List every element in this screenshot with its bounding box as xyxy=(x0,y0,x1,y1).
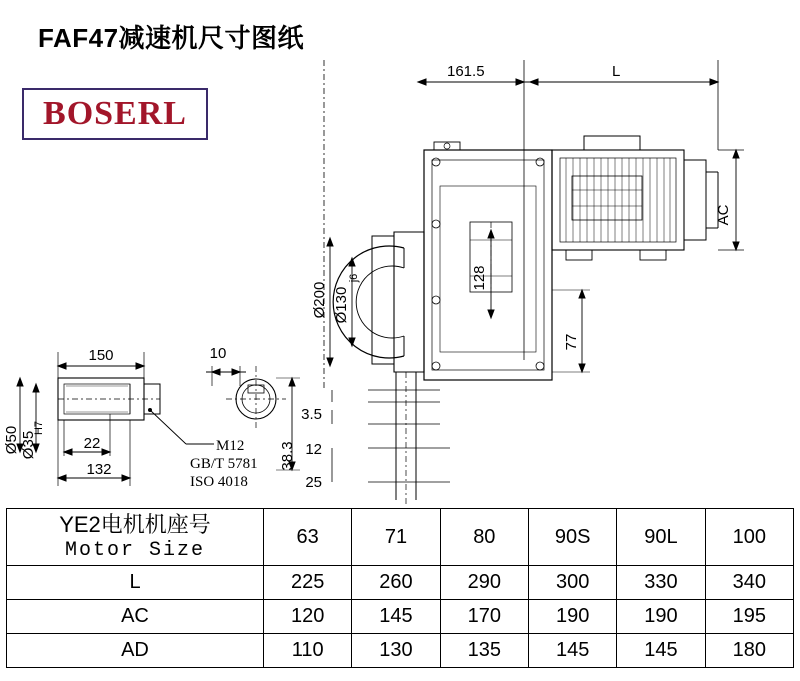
table-cell: 135 xyxy=(440,634,528,668)
table-cell: 145 xyxy=(617,634,705,668)
row-label: AC xyxy=(7,600,264,634)
dim-132-label: 132 xyxy=(86,461,112,478)
table-row xyxy=(7,600,794,634)
dim-L-top-label: L xyxy=(612,63,621,80)
table-cell: 300 xyxy=(528,566,616,600)
table-row xyxy=(7,566,794,600)
table-cell: 190 xyxy=(617,600,705,634)
dim-AC-label: AC xyxy=(715,204,732,226)
note-m12-label: M12 xyxy=(216,438,245,454)
note-iso-label: ISO 4018 xyxy=(190,474,248,490)
dim-161-5-label: 161.5 xyxy=(447,63,485,80)
table-cell: 225 xyxy=(264,566,352,600)
dim-dia-130-tol-label: j6 xyxy=(348,273,360,283)
dim-12-label: 12 xyxy=(305,441,322,458)
table-row xyxy=(7,509,794,566)
dim-38-3-label: 38.3 xyxy=(279,441,296,471)
dim-dia-35-label: Ø35 xyxy=(20,430,37,460)
motor-size-header-en: Motor Size xyxy=(64,538,206,562)
table-cell: 145 xyxy=(352,600,440,634)
spec-table xyxy=(6,508,794,668)
motor-size-cell: 71 xyxy=(352,509,440,566)
table-cell: 180 xyxy=(705,634,793,668)
motor-size-header xyxy=(7,509,264,566)
dim-3-5-label: 3.5 xyxy=(301,406,322,423)
table-row xyxy=(7,634,794,668)
dim-128-label: 128 xyxy=(471,265,488,291)
motor-size-cell: 90L xyxy=(617,509,705,566)
motor-size-cell: 100 xyxy=(705,509,793,566)
brand-logo-text: BOSERL xyxy=(43,95,187,132)
dim-dia-35-tol-label: H7 xyxy=(33,420,45,436)
table-cell: 110 xyxy=(264,634,352,668)
table-cell: 340 xyxy=(705,566,793,600)
row-label: L xyxy=(7,566,264,600)
motor-size-cell: 63 xyxy=(264,509,352,566)
table-cell: 145 xyxy=(528,634,616,668)
motor-size-cell: 80 xyxy=(440,509,528,566)
dim-dia-200-label: Ø200 xyxy=(311,281,328,319)
motor-size-cell: 90S xyxy=(528,509,616,566)
motor-size-header-cn: YE2电机机座号 xyxy=(59,511,211,537)
row-label: AD xyxy=(7,634,264,668)
dim-25-label: 25 xyxy=(305,474,322,491)
table-cell: 330 xyxy=(617,566,705,600)
table-cell: 290 xyxy=(440,566,528,600)
dim-dia-50-label: Ø50 xyxy=(3,425,20,455)
table-cell: 190 xyxy=(528,600,616,634)
table-cell: 130 xyxy=(352,634,440,668)
dim-22-label: 22 xyxy=(83,435,101,452)
dim-10-label: 10 xyxy=(209,345,227,362)
table-cell: 120 xyxy=(264,600,352,634)
table-cell: 195 xyxy=(705,600,793,634)
table-cell: 170 xyxy=(440,600,528,634)
dim-150-label: 150 xyxy=(88,347,114,364)
note-gbt-label: GB/T 5781 xyxy=(190,456,258,472)
table-cell: 260 xyxy=(352,566,440,600)
page-title: FAF47减速机尺寸图纸 xyxy=(38,23,305,53)
dim-dia-130-label: Ø130 xyxy=(333,286,350,324)
dim-77-label: 77 xyxy=(563,333,580,351)
